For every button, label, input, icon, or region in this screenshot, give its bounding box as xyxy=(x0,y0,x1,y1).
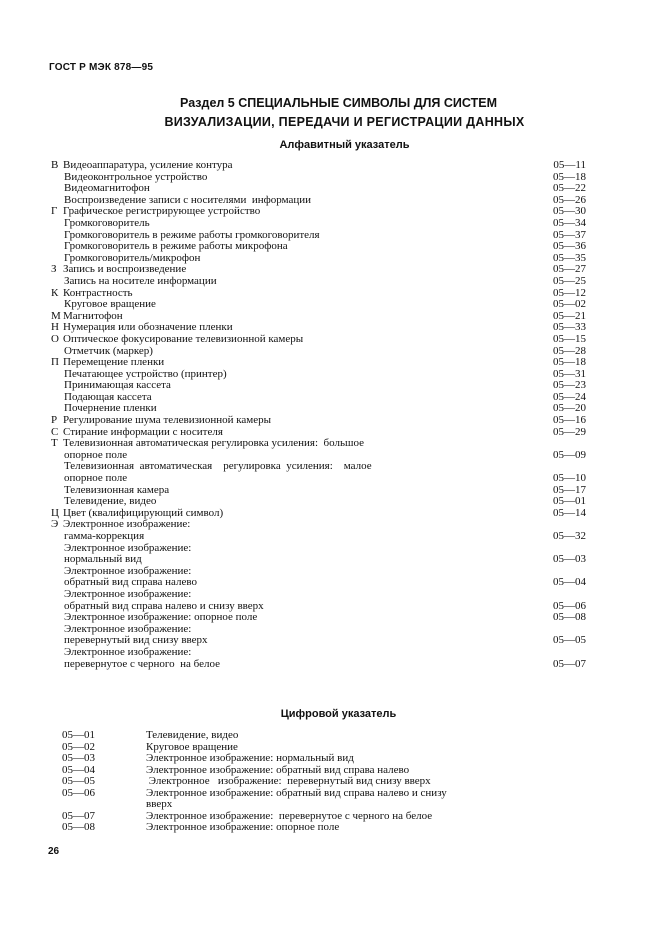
numeric-entry-code: 05—02 xyxy=(62,740,95,753)
index-entry-code: 05—10 xyxy=(553,472,586,485)
numeric-entry xyxy=(62,730,512,742)
numeric-entry xyxy=(62,776,512,788)
index-letter: Т xyxy=(51,437,58,450)
numeric-entry xyxy=(62,799,512,811)
index-letter: П xyxy=(51,356,59,369)
index-entry-label: Воспроизведение записи с носителями информации xyxy=(64,193,312,206)
index-entry-text xyxy=(64,659,220,671)
numeric-entry-text: вверх xyxy=(146,798,173,810)
index-letter: Н xyxy=(51,321,59,334)
index-letter: В xyxy=(51,159,59,171)
index-entry-label: Электронное изображение: опорное поле xyxy=(64,611,258,624)
index-entry-label: Телевизионная автоматическая регулировка усиления: малое xyxy=(64,460,372,473)
document-header: ГОСТ Р МЭК 878—95 xyxy=(49,62,154,73)
index-entry-label: Цвет (квалифицирующий символ) xyxy=(63,506,224,519)
index-entry-label: Видеоконтрольное устройство xyxy=(64,170,208,183)
index-entry-label: Стирание информации с носителя xyxy=(63,425,223,438)
index-letter: З xyxy=(51,263,57,276)
numeric-entry-code: 05—07 xyxy=(62,809,95,822)
numeric-entry-code: 05—03 xyxy=(62,752,95,764)
index-entry-label: опорное поле xyxy=(64,472,128,485)
index-entry-label: Электронное изображение: xyxy=(64,564,192,577)
index-entry-code: 05—01 xyxy=(553,495,586,508)
index-entry-label: Печатающее устройство (принтер) xyxy=(64,367,227,380)
index-entry-label: Оптическое фокусирование телевизионной камеры xyxy=(63,332,304,345)
numeric-entry-code: 05—04 xyxy=(62,763,95,776)
index-entry-code: 05—32 xyxy=(553,530,586,542)
index-entry-label: Запись и воспроизведение xyxy=(63,263,187,276)
index-letter: К xyxy=(51,286,59,299)
numeric-entry-text: Электронное изображение: обратный вид справа налево xyxy=(146,763,410,776)
index-entry-code: 05—14 xyxy=(553,506,586,519)
index-entry-label: Запись на носителе информации xyxy=(64,274,217,287)
numeric-index-heading: Цифровой указатель xyxy=(280,708,397,720)
index-entry-code: 05—03 xyxy=(553,553,586,566)
index-entry xyxy=(51,461,586,473)
index-entry-code: 05—02 xyxy=(553,298,586,311)
section-title-line2: ВИЗУАЛИЗАЦИИ, ПЕРЕДАЧИ И РЕГИСТРАЦИИ ДАННЫХ xyxy=(164,115,525,129)
index-letter: М xyxy=(51,309,61,322)
index-entry-code: 05—37 xyxy=(553,228,586,241)
index-entry-code: 05—21 xyxy=(553,309,586,322)
index-entry-code: 05—28 xyxy=(553,344,586,357)
index-entry-code: 05—06 xyxy=(553,599,586,612)
index-entry-label: Отметчик (маркер) xyxy=(64,344,153,357)
index-letter: Р xyxy=(51,414,58,427)
index-entry-code: 05—17 xyxy=(553,483,586,496)
alphabetic-index-heading: Алфавитный указатель xyxy=(279,139,410,151)
index-entry-label: Электронное изображение: xyxy=(64,587,192,600)
index-entry-code: 05—22 xyxy=(553,182,586,195)
index-entry-label: Видеоаппаратура, усиление контура xyxy=(63,159,233,171)
index-entry-label: Телевизионная камера xyxy=(64,483,170,496)
numeric-entry-text: Электронное изображение: нормальный вид xyxy=(146,752,354,764)
index-entry xyxy=(51,438,586,450)
index-entry-code: 05—18 xyxy=(553,356,586,369)
index-entry-label: Электронное изображение: xyxy=(64,541,192,554)
index-entry-code: 05—12 xyxy=(553,286,586,299)
index-entry-label: Регулирование шума телевизионной камеры xyxy=(63,414,272,427)
index-entry-code: 05—29 xyxy=(553,425,586,438)
alphabetic-index xyxy=(51,160,586,670)
index-entry-code: 05—20 xyxy=(553,402,586,415)
index-entry-label: Перемещение пленки xyxy=(63,356,165,369)
index-entry-label: Телевидение, видео xyxy=(64,495,157,508)
numeric-entry-code: 05—05 xyxy=(62,775,95,787)
numeric-entry xyxy=(62,822,512,834)
index-entry-label: Нумерация или обозначение пленки xyxy=(63,321,233,334)
numeric-entry-code: 05—06 xyxy=(62,786,95,799)
index-entry-code: 05—15 xyxy=(553,332,586,345)
index-entry-label: Графическое регистрирующее устройство xyxy=(63,205,261,218)
index-entry-code: 05—31 xyxy=(553,367,586,380)
index-entry-label: обратный вид справа налево xyxy=(64,576,198,589)
index-entry-code: 05—05 xyxy=(553,634,586,647)
index-entry-code: 05—08 xyxy=(553,611,586,624)
index-letter: О xyxy=(51,332,59,345)
index-entry-code: 05—36 xyxy=(553,240,586,253)
index-letter: Э xyxy=(51,518,59,531)
index-entry-code: 05—07 xyxy=(553,657,586,670)
index-entry-code: 05—33 xyxy=(553,321,586,334)
index-entry-label: Контрастность xyxy=(63,286,133,299)
index-entry-label: обратный вид справа налево и снизу вверх xyxy=(64,599,264,612)
index-entry-code: 05—04 xyxy=(553,576,586,589)
index-entry-label: Громкоговоритель в режиме работы микрофона xyxy=(64,240,288,253)
index-entry-label: гамма-коррекция xyxy=(64,530,145,542)
index-letter: С xyxy=(51,425,59,438)
numeric-entry-text: Электронное изображение: опорное поле xyxy=(146,821,340,833)
index-entry-label: Громкоговоритель xyxy=(64,216,150,229)
index-entry-code: 05—34 xyxy=(553,216,586,229)
index-entry xyxy=(51,299,586,311)
numeric-entry-code: 05—01 xyxy=(62,729,95,741)
index-entry-label: Электронное изображение: xyxy=(64,622,192,635)
numeric-entry-text: Электронное изображение: перевернутый вид снизу вверх xyxy=(146,775,431,787)
numeric-entry-text: Электронное изображение: обратный вид справа налево и снизу xyxy=(146,786,447,799)
numeric-entry-text: Телевидение, видео xyxy=(146,729,239,741)
numeric-entry-text: Электронное изображение: перевернутое с черного на белое xyxy=(146,809,433,822)
index-entry-code: 05—09 xyxy=(553,448,586,461)
index-entry-label: Почернение пленки xyxy=(64,402,157,415)
index-entry-label: Круговое вращение xyxy=(64,298,156,311)
index-entry-code: 05—18 xyxy=(553,170,586,183)
index-entry-code: 05—35 xyxy=(553,251,586,264)
index-entry-code: 05—24 xyxy=(553,390,586,403)
index-entry-label: Видеомагнитофон xyxy=(64,182,150,195)
index-entry-code: 05—11 xyxy=(553,159,586,171)
index-entry-code: 05—16 xyxy=(553,414,586,427)
index-entry-label: Громкоговоритель в режиме работы громкоговорителя xyxy=(64,228,320,241)
index-entry-label: Телевизионная автоматическая регулировка усиления: большое xyxy=(63,437,364,450)
index-letter: Ц xyxy=(51,506,59,519)
index-entry-label: Принимающая кассета xyxy=(64,379,171,392)
numeric-index xyxy=(62,730,512,834)
index-entry-label: Электронное изображение: xyxy=(63,518,191,531)
index-entry-label: опорное поле xyxy=(64,448,128,461)
index-entry-label: Громкоговоритель/микрофон xyxy=(64,251,201,264)
index-entry-label: перевернутый вид снизу вверх xyxy=(64,634,208,647)
index-entry-code: 05—27 xyxy=(553,263,586,276)
index-entry-label: Подающая кассета xyxy=(64,390,152,403)
index-entry-label: перевернутое с черного на белое xyxy=(64,657,221,670)
index-entry xyxy=(51,659,586,671)
section-title-line1: Раздел 5 СПЕЦИАЛЬНЫЕ СИМВОЛЫ ДЛЯ СИСТЕМ xyxy=(180,96,497,110)
numeric-entry-code: 05—08 xyxy=(62,821,95,833)
page-number: 26 xyxy=(48,846,60,857)
index-entry-code: 05—30 xyxy=(553,205,586,218)
index-entry-label: нормальный вид xyxy=(64,553,142,566)
index-letter: Г xyxy=(51,205,58,218)
index-entry-label: Электронное изображение: xyxy=(64,645,192,658)
numeric-entry-text: Круговое вращение xyxy=(146,740,238,753)
numeric-entry xyxy=(62,788,512,800)
index-entry-label: Магнитофон xyxy=(63,309,123,322)
index-entry-code: 05—26 xyxy=(553,193,586,206)
numeric-entry xyxy=(62,753,512,765)
index-entry-code: 05—23 xyxy=(553,379,586,392)
index-entry-code: 05—25 xyxy=(553,274,586,287)
